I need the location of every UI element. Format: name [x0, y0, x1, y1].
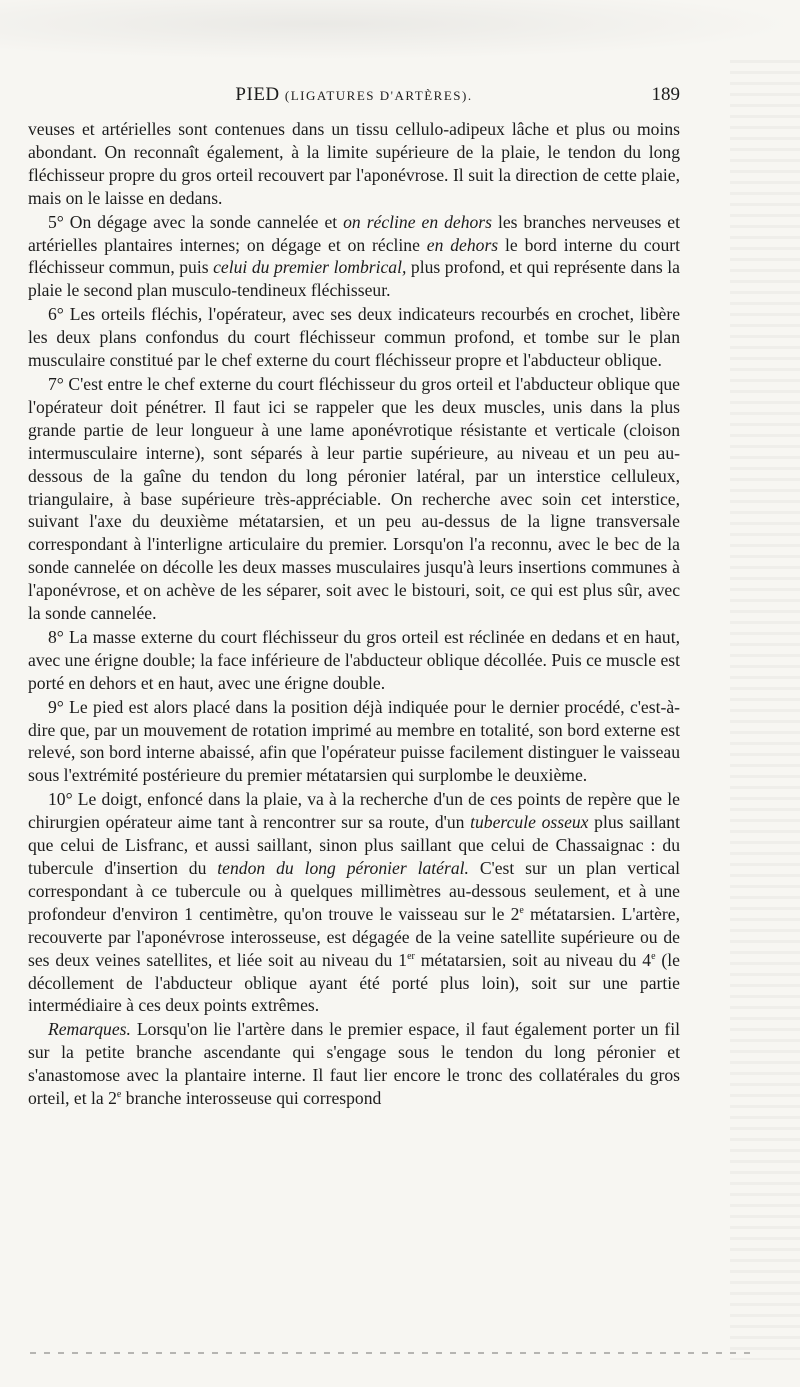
text-run: veuses et artérielles sont contenues dans un tissu cellulo-adipeux lâche et plus ou moins abondant. On reconnaît également, à la limite supérieure de la plaie, le tendon du long fléchisseur propre du gros orteil recouvert par l'aponévrose. Il suit la direction de cette plaie, mais on le laisse en dedans.: [28, 119, 680, 208]
text-run: métatarsien, soit au niveau du 4: [414, 949, 652, 970]
superscript-text: e: [519, 904, 524, 916]
text-run: les branches nerveuses et artérielles plantaires internes; on dégage et on récline: [28, 211, 681, 255]
paragraph: [28, 696, 680, 788]
text-run: branche interosseuse qui correspond: [121, 1088, 382, 1109]
page-header: [28, 84, 680, 114]
paragraph: [28, 118, 680, 210]
italic-text: on récline en dehors: [343, 211, 492, 232]
paragraph: [28, 303, 680, 372]
text-run: métatarsien. L'artère, recouverte par l'aponévrose interosseuse, est dégagée de la veine satellite supérieure ou de ses deux veines satellites, et liée soit au niveau du 1: [28, 903, 680, 970]
text-run: 7° C'est entre le chef externe du court fléchisseur du gros orteil et l'abducteur oblique que l'opérateur doit pénétrer. Il faut ici se rappeler que les deux muscles, unis dans la plus grande partie de leur longueur à une lame aponévrotique résistante et verticale (cloison intermusculaire interne), sont séparés à leur partie supérieure, au niveau et un peu au-dessous de la gaîne du tendon du long péronier latéral, par un interstice celluleux, triangulaire, à base supérieure très-appréciable. On recherche avec soin cet interstice, suivant l'axe du deuxième métatarsien, et un peu au-dessus de la ligne transversale correspondant à l'interligne articulaire du premier. Lorsqu'on l'a reconnu, avec le bec de la sonde cannelée on décolle les deux masses musculaires jusqu'à leurs insertions communes à l'aponévrose, et on achève de les séparer, soit avec le bistouri, soit, ce qui est plus sûr, avec la sonde cannelée.: [28, 373, 680, 624]
text-run: 5° On dégage avec la sonde cannelée et: [48, 211, 344, 232]
text-run: plus profond, et qui représente dans la plaie le second plan musculo-tendineux fléchisseur.: [28, 257, 680, 301]
body-text: [28, 118, 680, 1111]
italic-text: tendon du long péronier latéral.: [217, 858, 469, 878]
superscript-text: er: [407, 950, 415, 962]
text-run: (le décollement de l'abducteur oblique ayant été porté plus loin), soit sur une partie intermédiaire à ces deux points extrêmes.: [28, 949, 680, 1016]
text-run: le bord interne du court fléchisseur commun, puis: [28, 234, 681, 278]
text-run: 10° Le doigt, enfoncé dans la plaie, va à la recherche d'un de ces points de repère que le chirurgien opérateur aime tant à rencontrer sur sa route, d'un: [28, 789, 680, 833]
text-run: 9° Le pied est alors placé dans la position déjà indiquée pour le dernier procédé, c'est-à-dire que, par un mouvement de rotation imprimé au membre en totalité, son bord externe est relevé, son bord interne abaissé, afin que l'opérateur puisse facilement distinguer le vaisseau sous l'extrémité postérieure du premier métatarsien qui surplombe le deuxième.: [28, 696, 680, 786]
page-number: 189: [651, 84, 680, 105]
superscript-text: e: [116, 1089, 122, 1101]
italic-text: tubercule osseux: [470, 812, 589, 833]
italic-text: Remarques.: [48, 1019, 131, 1040]
running-title: [28, 84, 680, 106]
text-run: Lorsqu'on lie l'artère dans le premier espace, il faut également porter un fil sur la petite branche ascendante qui s'engage sous le tendon du long péronier et s'anastomose avec la plantaire interne. Il faut lier encore le tronc des collatérales du gros orteil, et la 2: [28, 1019, 680, 1109]
paragraph: [28, 1018, 680, 1110]
text-run: 6° Les orteils fléchis, l'opérateur, avec ses deux indicateurs recourbés en crochet, libère les deux plans confondus du court fléchisseur commun profond, et tombe sur le plan musculaire constitué par le chef externe du court fléchisseur propre et l'abducteur oblique.: [28, 304, 680, 371]
running-title-sub: (LIGATURES D'ARTÈRES).: [284, 88, 473, 103]
text-run: plus saillant que celui de Lisfranc, et aussi saillant, sinon plus saillant que celui de Chassaignac : du tubercule d'insertion du: [28, 812, 680, 878]
paragraph: [28, 373, 680, 625]
paragraph: [28, 211, 680, 303]
superscript-text: e: [651, 950, 656, 962]
bottom-scan-artifact: [30, 1352, 750, 1354]
text-run: 8° La masse externe du court fléchisseur du gros orteil est réclinée en dedans et en haut, avec une érigne double; la face inférieure de l'abducteur oblique décollée. Puis ce muscle est porté en dehors et en haut, avec une érigne double.: [28, 626, 680, 693]
paragraph: [28, 788, 680, 1017]
italic-text: en dehors: [426, 234, 499, 255]
scan-noise-top: [0, 0, 800, 60]
paragraph: [28, 626, 680, 695]
scan-noise-right-margin: [730, 60, 800, 1360]
text-run: C'est sur un plan vertical correspondant à ce tubercule ou à quelques millimètres au-dessous seulement, et à une profondeur d'environ 1 centimètre, qu'on trouve le vaisseau sur le 2: [28, 858, 681, 924]
italic-text: celui du premier lombrical,: [213, 257, 407, 278]
running-title-main: PIED: [235, 84, 280, 105]
